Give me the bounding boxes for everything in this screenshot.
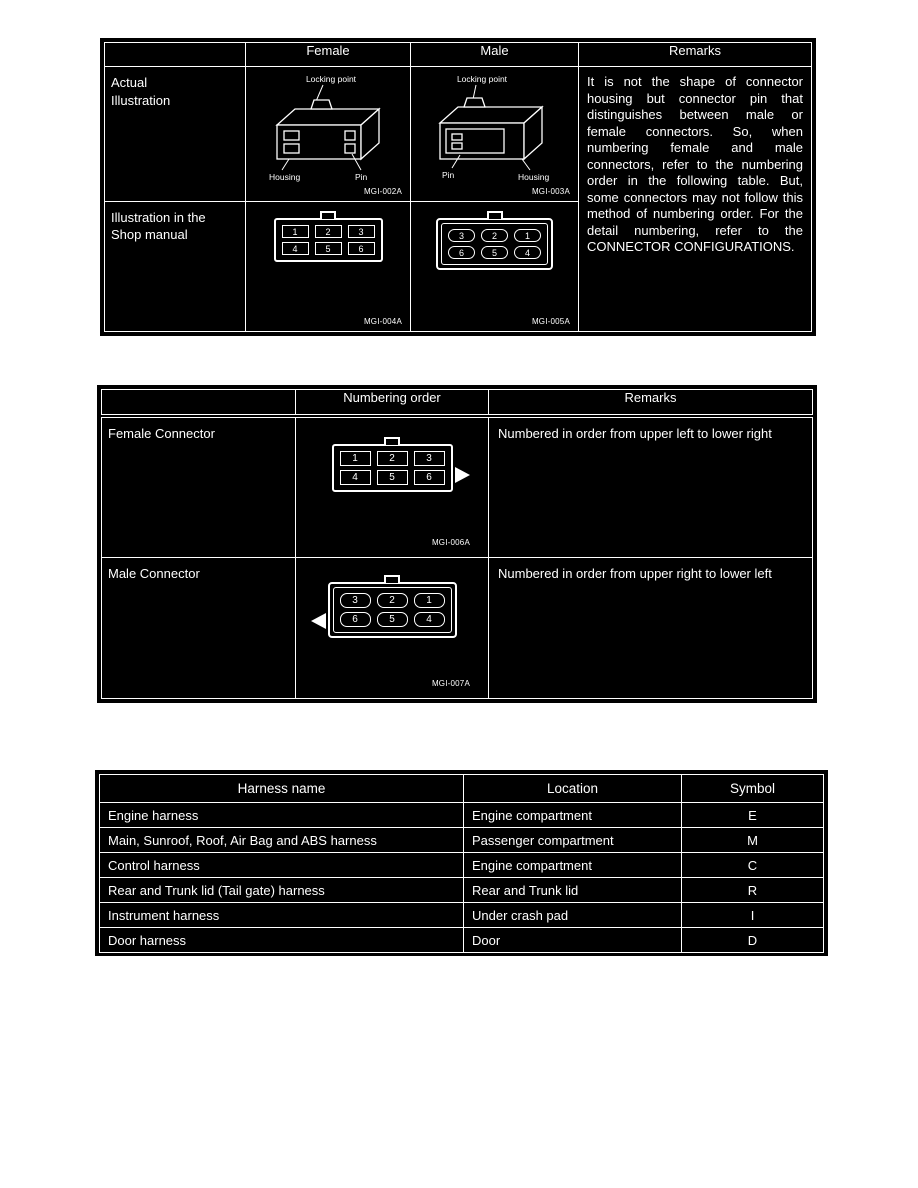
table2-header-numbering-order: Numbering order — [296, 390, 489, 416]
male-numbering-diagram-cell — [296, 557, 489, 698]
table3-header-harness-name: Harness name — [100, 775, 464, 803]
figure-code: MGI-002A — [363, 186, 402, 196]
male-actual-illustration-cell — [411, 67, 579, 201]
male-connector-3d-illustration — [420, 71, 570, 185]
harness-location: Door — [464, 928, 682, 953]
female-connector-3d-illustration — [253, 71, 403, 185]
connector-pin-grid — [274, 218, 383, 262]
table1-remarks-text: It is not the shape of connector housing but connector pin that distinguishes between male or female connectors. So, when numbering female and male connectors, refer to the numbering order in the following table. But, some connectors may not follow this method of numbering order. For the detail numbering, refer to the CONNECTOR CONFIGURATIONS. — [579, 67, 812, 332]
pin-cell: 5 — [481, 246, 508, 259]
table3-header-location: Location — [464, 775, 682, 803]
connector-lock-tab — [384, 437, 400, 445]
harness-symbol: C — [682, 853, 824, 878]
row-label-line: Illustration — [111, 92, 171, 108]
pin-cell: 3 — [448, 229, 475, 242]
pin-cell: 6 — [340, 612, 371, 627]
pin-cell: 6 — [348, 242, 375, 255]
locking-point-label: Locking point — [456, 74, 507, 85]
pin-cell: 2 — [315, 225, 342, 238]
female-connector-diagram — [332, 436, 453, 492]
pin-cell: 5 — [377, 470, 408, 485]
harness-name: Control harness — [100, 853, 464, 878]
pin-cell: 3 — [340, 593, 371, 608]
harness-location: Passenger compartment — [464, 828, 682, 853]
table1-header-remarks: Remarks — [579, 43, 812, 67]
harness-name: Engine harness — [100, 803, 464, 828]
harness-location: Under crash pad — [464, 903, 682, 928]
row-label-line: Shop manual — [111, 227, 188, 243]
pin-cell: 2 — [481, 229, 508, 242]
row-label-actual-illustration — [105, 67, 246, 201]
connector-pin-grid — [332, 444, 453, 492]
connector-lock-tab — [487, 211, 503, 219]
housing-label: Housing — [517, 172, 549, 183]
connector-shell — [328, 582, 457, 638]
harness-location: Engine compartment — [464, 803, 682, 828]
row-label-female-connector: Female Connector — [102, 416, 296, 557]
male-connector-diagram — [436, 210, 553, 270]
pin-cell: 5 — [315, 242, 342, 255]
connector-lock-tab — [384, 575, 400, 583]
pin-cell: 2 — [377, 593, 408, 608]
table-row — [100, 903, 824, 928]
harness-symbol-table-grid — [99, 774, 824, 953]
locking-point-label: Locking point — [305, 74, 357, 85]
table1-header-male: Male — [411, 43, 579, 67]
connector-shape-table-grid — [104, 42, 812, 332]
female-connector-diagram — [274, 210, 383, 262]
harness-symbol: D — [682, 928, 824, 953]
figure-code: MGI-006A — [431, 537, 470, 547]
harness-symbol: E — [682, 803, 824, 828]
harness-location: Engine compartment — [464, 853, 682, 878]
figure-code: MGI-007A — [431, 679, 470, 688]
harness-name: Rear and Trunk lid (Tail gate) harness — [100, 878, 464, 903]
harness-symbol-table — [95, 770, 828, 956]
numbering-order-table — [97, 385, 817, 703]
harness-name: Main, Sunroof, Roof, Air Bag and ABS harness — [100, 828, 464, 853]
table-row — [100, 853, 824, 878]
pin-cell: 4 — [340, 470, 371, 485]
pin-label: Pin — [355, 172, 368, 183]
figure-code: MGI-005A — [531, 317, 570, 326]
female-numbering-diagram-cell — [296, 416, 489, 557]
pin-cell: 3 — [348, 225, 375, 238]
male-connector-diagram — [328, 574, 457, 638]
table-row — [100, 803, 824, 828]
pin-cell: 6 — [414, 470, 445, 485]
harness-location: Rear and Trunk lid — [464, 878, 682, 903]
harness-symbol: M — [682, 828, 824, 853]
row-label-shop-manual-illustration — [105, 201, 246, 331]
connector-pin-grid — [333, 587, 452, 633]
harness-symbol: I — [682, 903, 824, 928]
pin-cell: 4 — [514, 246, 541, 259]
connector-shape-table — [100, 38, 816, 336]
pin-label: Pin — [441, 170, 454, 181]
pin-cell: 1 — [340, 451, 371, 466]
figure-code: MGI-004A — [363, 317, 402, 326]
row-label-line: Actual — [111, 75, 148, 91]
pin-cell: 6 — [448, 246, 475, 259]
connector-pin-grid — [441, 223, 548, 265]
numbering-direction-arrow — [311, 613, 326, 629]
table-row — [100, 928, 824, 953]
female-numbering-remark: Numbered in order from upper left to lower right — [489, 416, 813, 557]
pin-cell: 3 — [414, 451, 445, 466]
row-label-line: Illustration in the — [111, 209, 206, 225]
pin-cell: 1 — [282, 225, 309, 238]
row-label-male-connector: Male Connector — [102, 557, 296, 698]
numbering-order-table-grid — [101, 389, 813, 699]
figure-code: MGI-003A — [531, 186, 570, 196]
female-shop-diagram-cell — [246, 201, 411, 331]
harness-symbol: R — [682, 878, 824, 903]
housing-label: Housing — [269, 172, 301, 183]
table1-header-blank — [105, 43, 246, 67]
connector-lock-tab — [320, 211, 336, 219]
male-numbering-remark: Numbered in order from upper right to lower left — [489, 557, 813, 698]
pin-cell: 1 — [514, 229, 541, 242]
table2-header-remarks: Remarks — [489, 390, 813, 416]
pin-cell: 1 — [414, 593, 445, 608]
pin-cell: 4 — [414, 612, 445, 627]
harness-name: Door harness — [100, 928, 464, 953]
harness-name: Instrument harness — [100, 903, 464, 928]
pin-cell: 2 — [377, 451, 408, 466]
numbering-direction-arrow — [455, 467, 470, 483]
male-shop-diagram-cell — [411, 201, 579, 331]
table3-header-symbol: Symbol — [682, 775, 824, 803]
female-actual-illustration-cell — [246, 67, 411, 201]
pin-cell: 5 — [377, 612, 408, 627]
table-row — [100, 878, 824, 903]
pin-cell: 4 — [282, 242, 309, 255]
table1-header-female: Female — [246, 43, 411, 67]
table-row — [100, 828, 824, 853]
table2-header-blank — [102, 390, 296, 416]
connector-shell — [436, 218, 553, 270]
